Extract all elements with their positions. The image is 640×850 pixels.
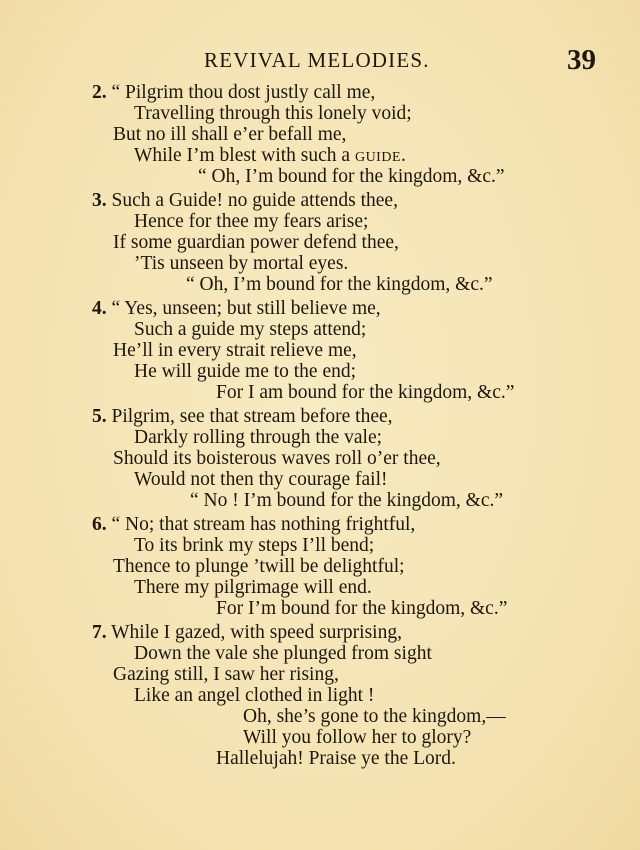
stanza-refrain: “ Oh, I’m bound for the kingdom, &c.”	[186, 274, 493, 295]
stanza-refrain: “ No ! I’m bound for the kingdom, &c.”	[190, 490, 504, 511]
stanza-line: 2. “ Pilgrim thou dost justly call me,	[92, 82, 376, 103]
page-header	[0, 44, 640, 84]
stanza-refrain: For I’m bound for the kingdom, &c.”	[216, 598, 508, 619]
stanza-line: Would not then thy courage fail!	[134, 469, 388, 490]
stanza-refrain: Oh, she’s gone to the kingdom,—	[243, 706, 506, 727]
stanza-refrain: For I am bound for the kingdom, &c.”	[216, 382, 515, 403]
stanza-line: 7. While I gazed, with speed surprising,	[92, 622, 402, 643]
stanza-line: Thence to plunge ’twill be delightful;	[113, 556, 405, 577]
stanza-refrain: “ Oh, I’m bound for the kingdom, &c.”	[198, 166, 505, 187]
stanza-line: He’ll in every strait relieve me,	[113, 340, 357, 361]
stanza-refrain: Hallelujah! Praise ye the Lord.	[216, 748, 456, 769]
stanza-line: Like an angel clothed in light !	[134, 685, 375, 706]
small-caps-word: guide.	[354, 145, 407, 166]
stanza-line: Should its boisterous waves roll o’er thee,	[113, 448, 441, 469]
stanza-line: ’Tis unseen by mortal eyes.	[134, 253, 349, 274]
stanza-line: If some guardian power defend thee,	[113, 232, 399, 253]
stanza-number: 5.	[92, 406, 107, 427]
running-title: REVIVAL MELODIES.	[204, 48, 430, 72]
stanza-refrain: Will you follow her to glory?	[243, 727, 472, 748]
stanza-line: 6. “ No; that stream has nothing frightful,	[92, 514, 416, 535]
stanza-line: Such a guide my steps attend;	[134, 319, 367, 340]
stanza-line: Down the vale she plunged from sight	[134, 643, 432, 664]
stanza-line: To its brink my steps I’ll bend;	[134, 535, 375, 556]
stanza-line: Darkly rolling through the vale;	[134, 427, 383, 448]
page-number: 39	[567, 44, 596, 76]
stanza-line: While I’m blest with such a guide.	[134, 145, 407, 166]
stanza-line: 4. “ Yes, unseen; but still believe me,	[92, 298, 381, 319]
stanza-line: Gazing still, I saw her rising,	[113, 664, 339, 685]
stanza-number: 6.	[92, 514, 107, 535]
stanza-number: 3.	[92, 190, 107, 211]
stanza-line: He will guide me to the end;	[134, 361, 357, 382]
stanza-line: 5. Pilgrim, see that stream before thee,	[92, 406, 393, 427]
stanza-number: 2.	[92, 82, 107, 103]
stanza-line: 3. Such a Guide! no guide attends thee,	[92, 190, 398, 211]
stanza-number: 4.	[92, 298, 107, 319]
stanza-line: There my pilgrimage will end.	[134, 577, 372, 598]
stanza-line: But no ill shall e’er befall me,	[113, 124, 347, 145]
stanza-line: Travelling through this lonely void;	[134, 103, 412, 124]
stanza-number: 7.	[92, 622, 107, 643]
stanza-line: Hence for thee my fears arise;	[134, 211, 369, 232]
